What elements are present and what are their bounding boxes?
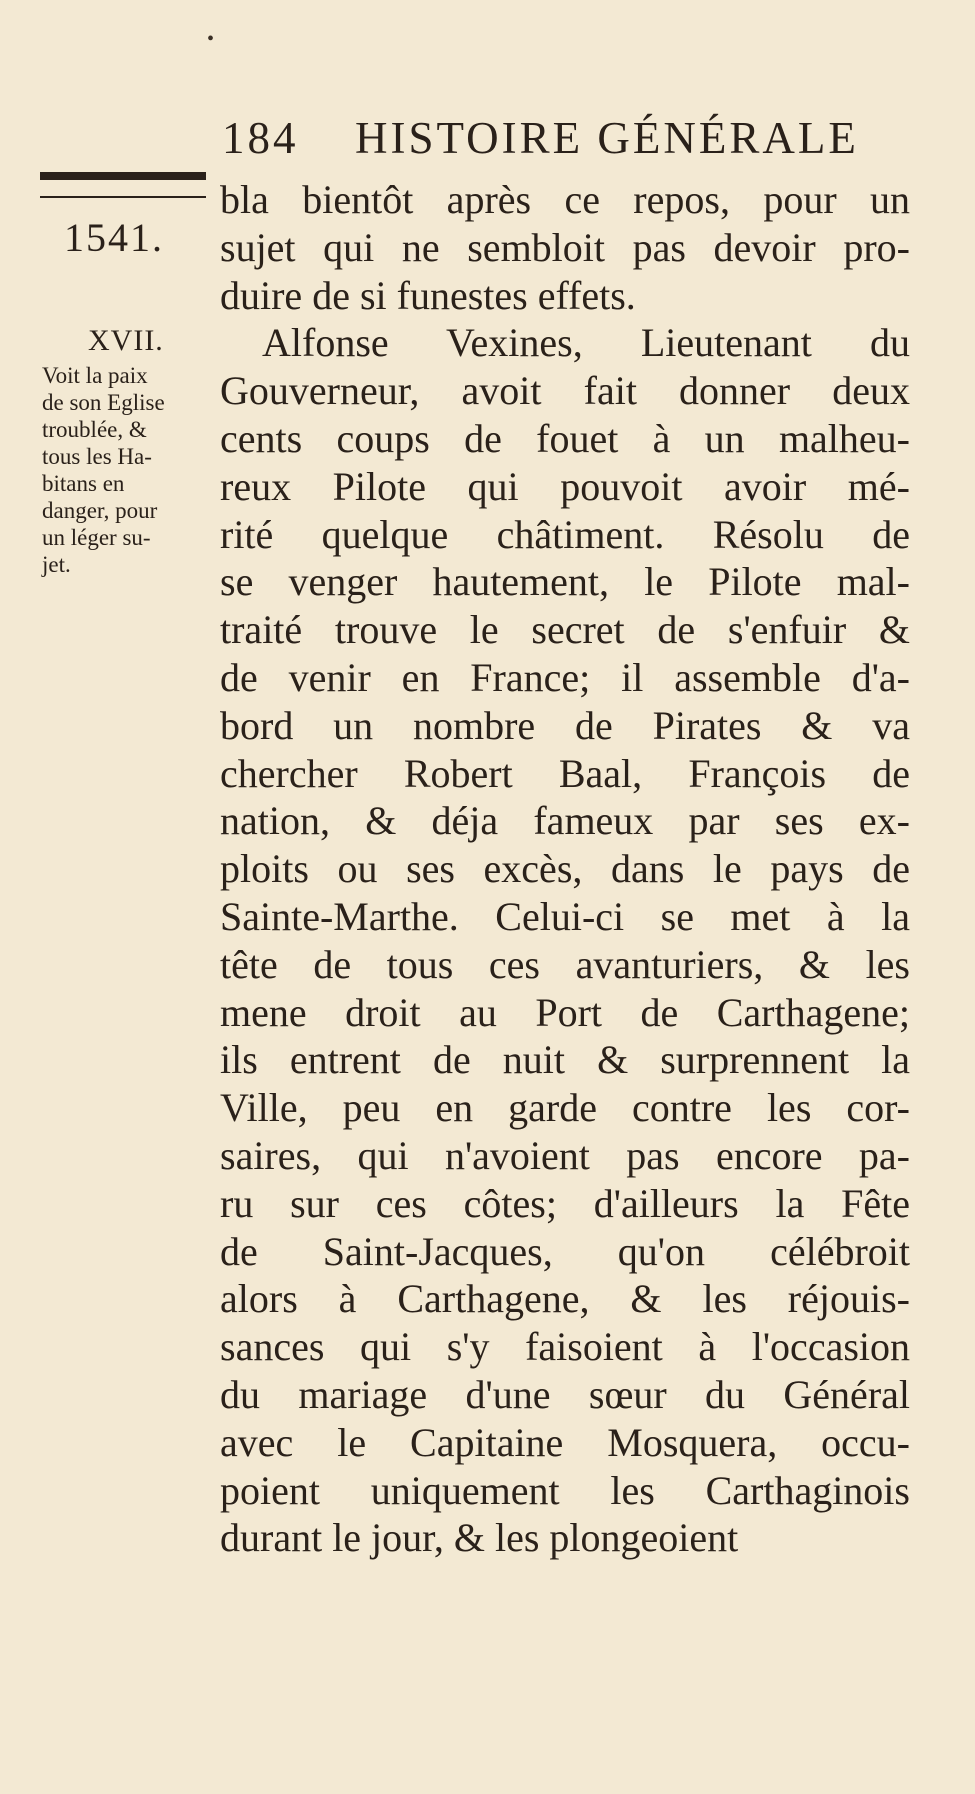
text-line: bord un nombre de Pirates & va <box>220 702 910 748</box>
text-line: traité trouve le secret de s'enfuir & <box>220 607 910 653</box>
text-line: bla bientôt après ce repos, pour un <box>220 177 910 222</box>
text-line: Alfonse Vexines, Lieutenant du <box>262 320 910 366</box>
margin-note-line: Voit la paix <box>42 363 148 388</box>
text-line: durant le jour, & les plongeoient <box>220 1515 739 1561</box>
margin-note-line: jet. <box>42 552 71 577</box>
text-line: poient uniquement les Carthaginois <box>220 1467 910 1513</box>
text-line: Sainte-Marthe. Celui-ci se met à la <box>220 893 910 939</box>
text-line: saires, qui n'avoient pas encore pa- <box>220 1132 910 1178</box>
ink-speck: • <box>207 28 215 50</box>
text-line: nation, & déja fameux par ses ex- <box>220 798 910 844</box>
margin-note-line: de son Eglise <box>42 390 165 415</box>
text-line: Ville, peu en garde contre les cor- <box>220 1085 910 1131</box>
margin-year: 1541. <box>64 215 164 260</box>
margin-note-line: bitans en <box>42 471 125 496</box>
text-line: ploits ou ses excès, dans le pays de <box>220 846 910 892</box>
text-line: ils entrent de nuit & surprennent la <box>220 1037 910 1083</box>
text-line: cents coups de fouet à un malheu- <box>220 415 910 461</box>
running-title: HISTOIRE GÉNÉRALE <box>355 113 859 163</box>
text-line: Gouverneur, avoit fait donner deux <box>220 368 910 414</box>
text-line: avec le Capitaine Mosquera, occu- <box>220 1419 910 1465</box>
text-line: tête de tous ces avanturiers, & les <box>220 941 910 987</box>
margin-note-line: troublée, & <box>42 417 147 442</box>
text-line: mene droit au Port de Carthagene; <box>220 989 910 1035</box>
margin-note-line: un léger su- <box>42 525 151 550</box>
text-line: alors à Carthagene, & les réjouis- <box>220 1276 910 1322</box>
body-text <box>220 176 910 1562</box>
text-line: se venger hautement, le Pilote mal- <box>220 559 910 605</box>
text-line: sances qui s'y faisoient à l'occasion <box>220 1324 910 1370</box>
text-line: du mariage d'une sœur du Général <box>220 1371 910 1417</box>
text-line: rité quelque châtiment. Résolu de <box>220 511 910 557</box>
text-line: duire de si funestes effets. <box>220 272 636 318</box>
text-line: sujet qui ne sembloit pas devoir pro- <box>220 224 910 270</box>
header-rule-thick <box>40 172 206 180</box>
running-header <box>222 112 902 164</box>
header-rule-thin <box>40 196 206 198</box>
text-line: ru sur ces côtes; d'ailleurs la Fête <box>220 1180 910 1226</box>
section-number: XVII. <box>88 324 164 357</box>
margin-note <box>42 362 207 578</box>
margin-note-line: danger, pour <box>42 498 158 523</box>
text-line: reux Pilote qui pouvoit avoir mé- <box>220 463 910 509</box>
text-line: chercher Robert Baal, François de <box>220 750 910 796</box>
text-line: de Saint-Jacques, qu'on célébroit <box>220 1228 910 1274</box>
text-line: de venir en France; il assemble d'a- <box>220 654 910 700</box>
page-number: 184 <box>222 113 299 163</box>
margin-note-line: tous les Ha- <box>42 444 152 469</box>
